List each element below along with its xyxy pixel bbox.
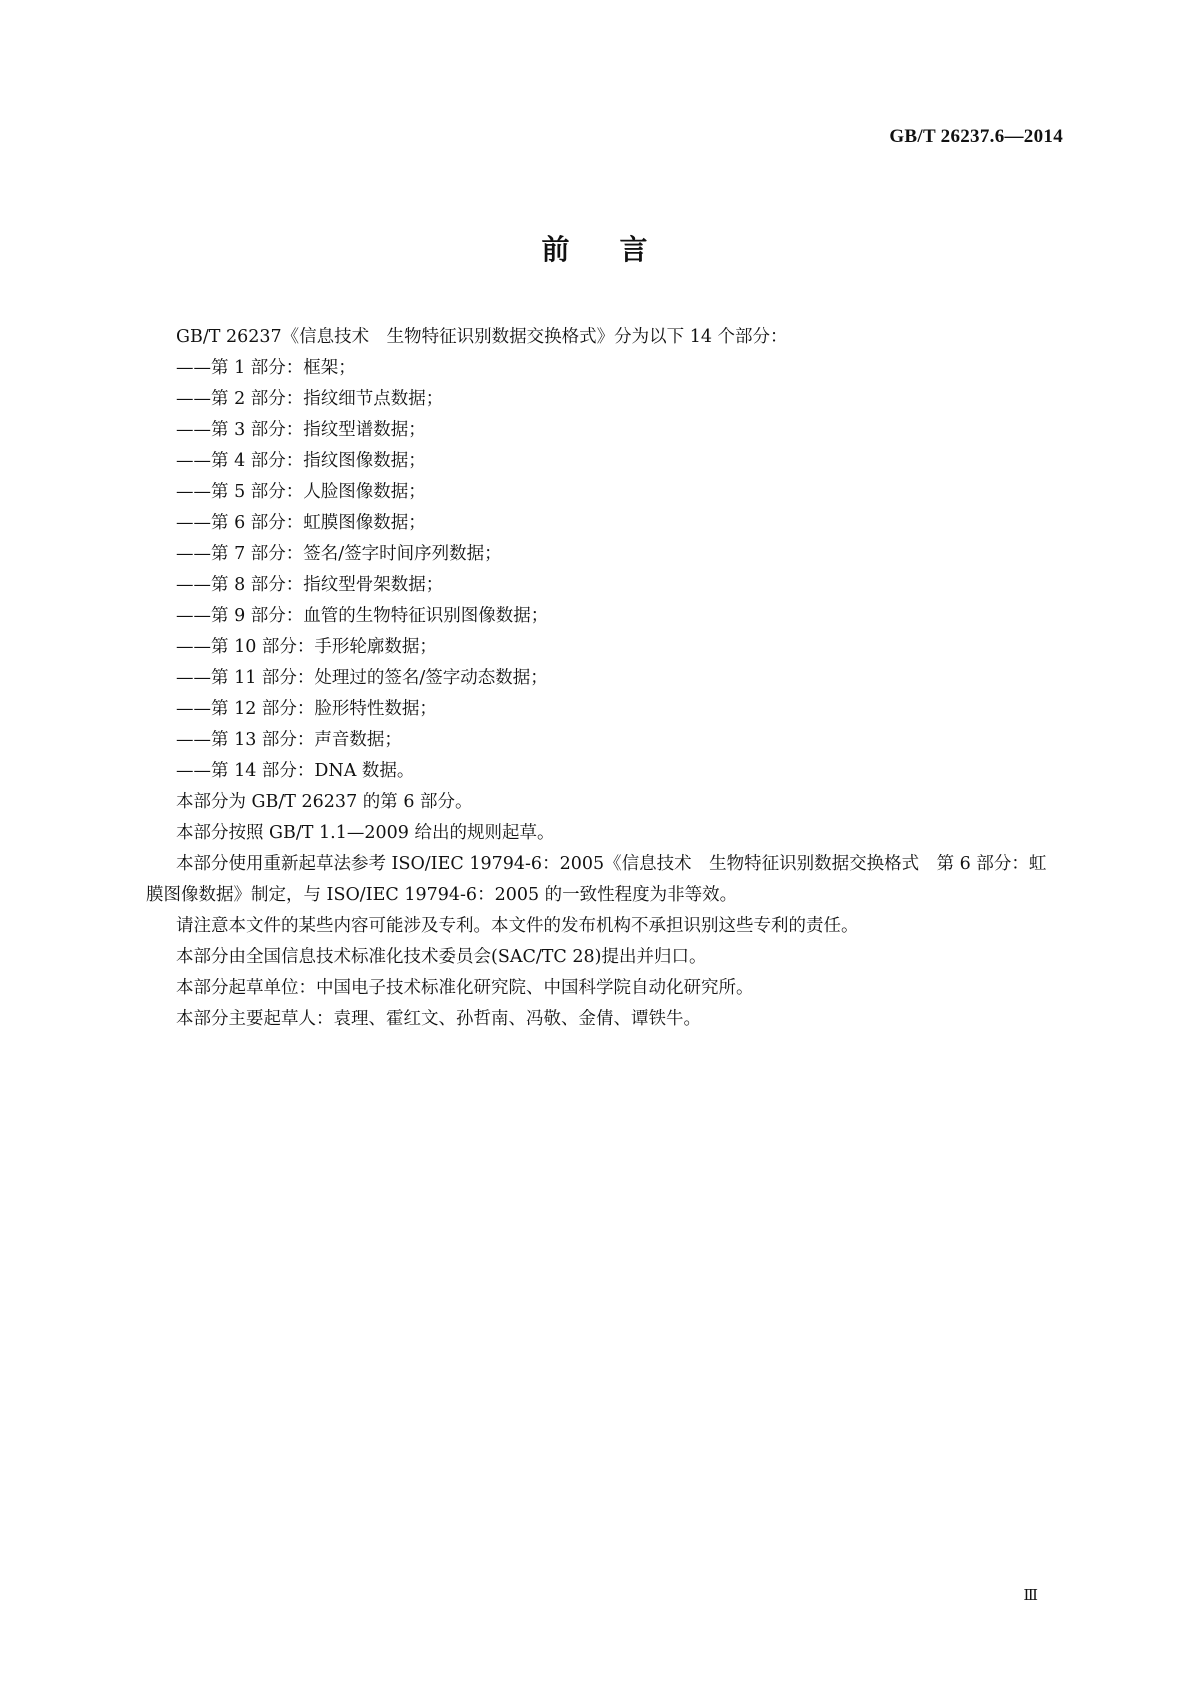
list-item: ——第 14 部分：DNA 数据。 — [176, 761, 415, 781]
list-item: ——第 4 部分：指纹图像数据； — [176, 451, 426, 471]
list-item: ——第 9 部分：血管的生物特征识别图像数据； — [176, 606, 549, 626]
list-item: ——第 12 部分：脸形特性数据； — [176, 699, 437, 719]
paragraph-drafting-rules: 本部分按照 GB/T 1.1—2009 给出的规则起草。 — [176, 823, 555, 843]
list-item: ——第 2 部分：指纹细节点数据； — [176, 389, 444, 409]
paragraph-drafting-units: 本部分起草单位：中国电子技术标准化研究院、中国科学院自动化研究所。 — [176, 978, 754, 998]
list-item: ——第 8 部分：指纹型骨架数据； — [176, 575, 444, 595]
title-char-2: 言 — [619, 233, 650, 266]
standard-code: GB/T 26237.6—2014 — [889, 126, 1063, 147]
parts-list — [146, 353, 1058, 787]
list-item: ——第 11 部分：处理过的签名/签字动态数据； — [176, 668, 548, 688]
list-item: ——第 13 部分：声音数据； — [176, 730, 402, 750]
list-item: ——第 1 部分：框架； — [176, 358, 356, 378]
page-title — [0, 228, 1191, 268]
list-item: ——第 7 部分：签名/签字时间序列数据； — [176, 544, 502, 564]
page-number: Ⅲ — [1023, 1588, 1038, 1604]
paragraph-iso-reference: 本部分使用重新起草法参考 ISO/IEC 19794-6：2005《信息技术 生物特征识别数据交换格式 第 6 部分：虹膜图像数据》制定，与 ISO/IEC 19794-6：2005 的一致性程度为非等效。 — [146, 854, 1047, 905]
paragraph-proposer: 本部分由全国信息技术标准化技术委员会(SAC/TC 28)提出并归口。 — [176, 947, 707, 967]
document-body — [146, 322, 1058, 1035]
list-item: ——第 5 部分：人脸图像数据； — [176, 482, 426, 502]
list-item: ——第 10 部分：手形轮廓数据； — [176, 637, 437, 657]
title-char-1: 前 — [541, 233, 572, 266]
intro-paragraph: GB/T 26237《信息技术 生物特征识别数据交换格式》分为以下 14 个部分： — [176, 327, 788, 347]
paragraph-patent-notice: 请注意本文件的某些内容可能涉及专利。本文件的发布机构不承担识别这些专利的责任。 — [176, 916, 859, 936]
list-item: ——第 3 部分：指纹型谱数据； — [176, 420, 426, 440]
paragraph-part-statement: 本部分为 GB/T 26237 的第 6 部分。 — [176, 792, 473, 812]
paragraph-drafters: 本部分主要起草人：袁理、霍红文、孙哲南、冯敬、金倩、谭铁牛。 — [176, 1009, 701, 1029]
list-item: ——第 6 部分：虹膜图像数据； — [176, 513, 426, 533]
